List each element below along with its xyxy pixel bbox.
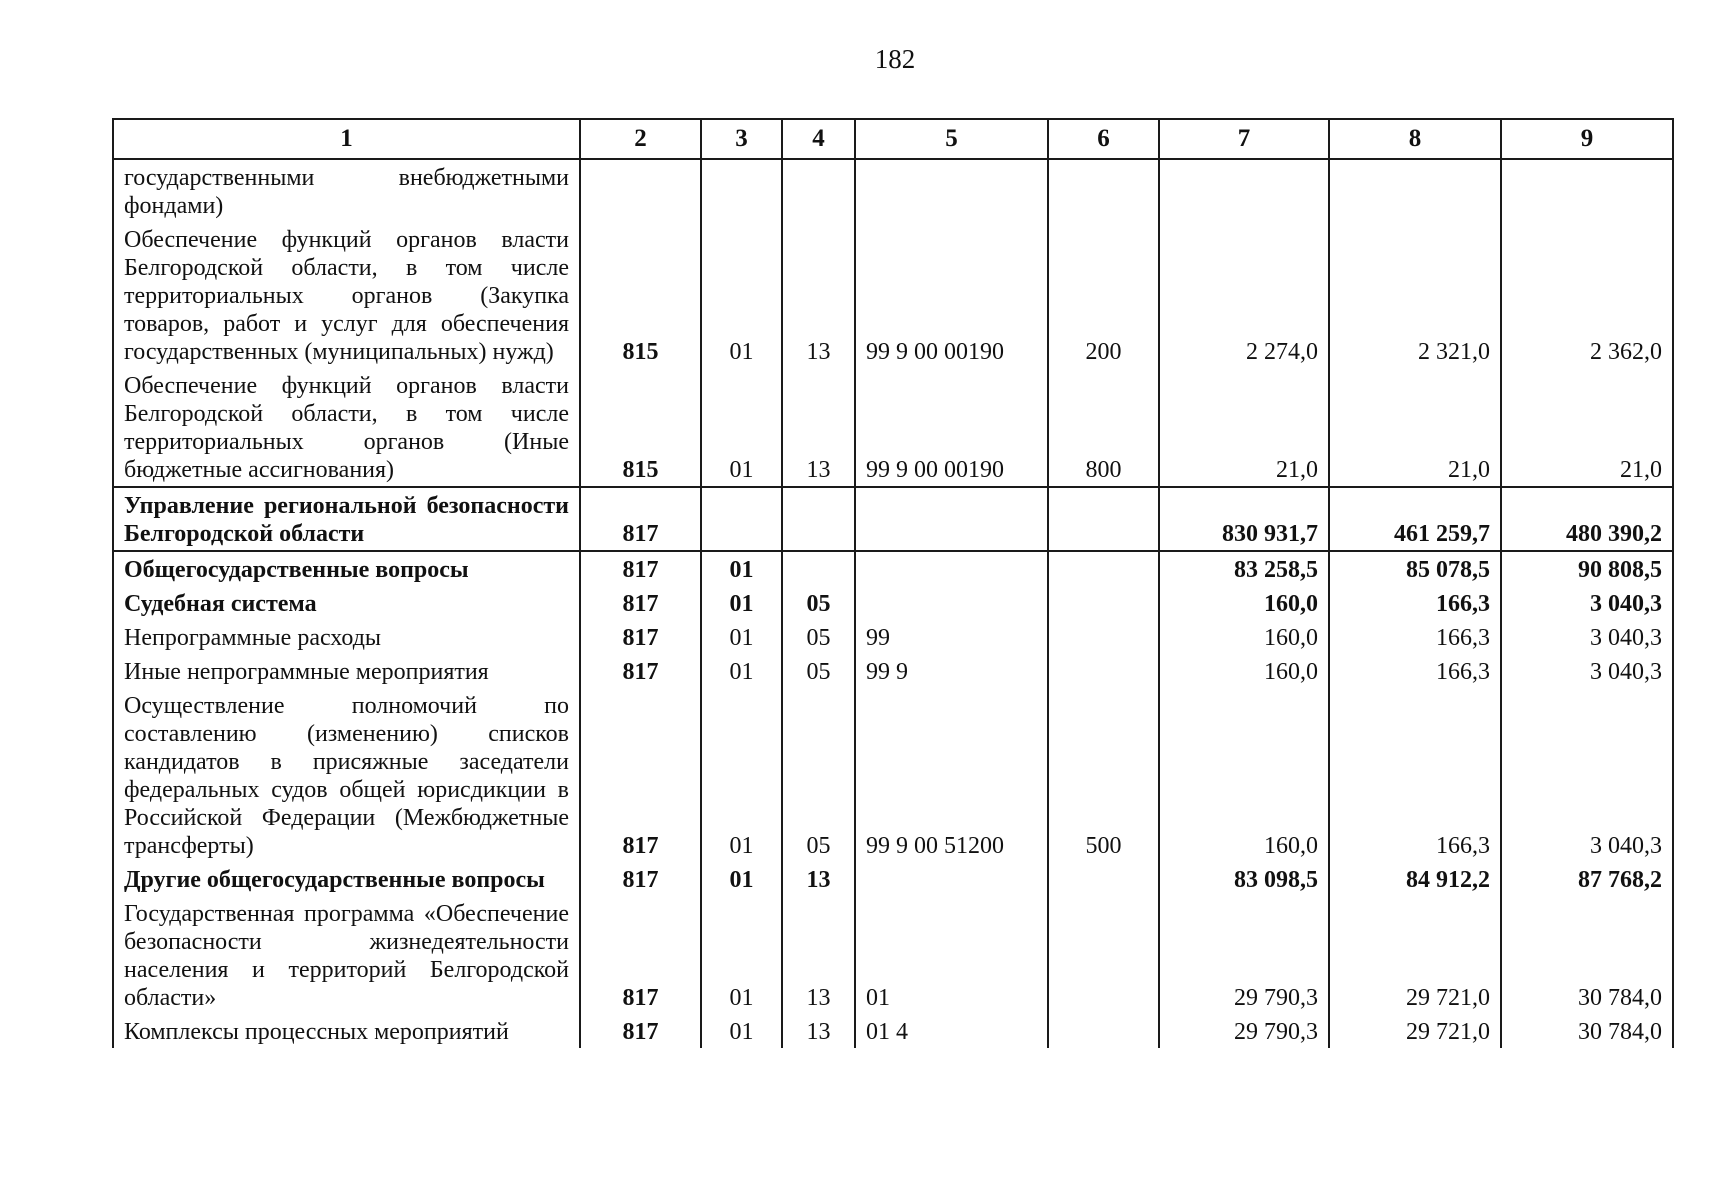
cell-amount-9: 21,0: [1501, 368, 1673, 487]
cell-admin-code: 817: [580, 487, 701, 551]
cell-amount-8: 29 721,0: [1329, 1014, 1501, 1048]
cell-amount-7: 160,0: [1159, 654, 1329, 688]
cell-target-article: 01 4: [855, 1014, 1048, 1048]
row-name: Осуществление полномочий по составлению (изменению) списков кандидатов в присяжные заседатели федеральных судов общей юрисдикции в Российской Федерации (Межбюджетные трансферты): [113, 688, 580, 862]
cell-subsection: 05: [782, 654, 855, 688]
cell-section: [701, 159, 782, 222]
cell-amount-8: 166,3: [1329, 586, 1501, 620]
cell-target-article: 99 9 00 00190: [855, 368, 1048, 487]
cell-target-article: [855, 551, 1048, 586]
cell-section: 01: [701, 222, 782, 368]
cell-admin-code: 815: [580, 222, 701, 368]
cell-section: 01: [701, 896, 782, 1014]
cell-target-article: [855, 586, 1048, 620]
cell-expense-type: [1048, 586, 1159, 620]
cell-target-article: 01: [855, 896, 1048, 1014]
cell-amount-9: 87 768,2: [1501, 862, 1673, 896]
cell-amount-7: 29 790,3: [1159, 1014, 1329, 1048]
table-row: [113, 586, 1673, 620]
cell-amount-7: 830 931,7: [1159, 487, 1329, 551]
cell-target-article: 99 9 00 51200: [855, 688, 1048, 862]
cell-subsection: 13: [782, 896, 855, 1014]
cell-target-article: [855, 159, 1048, 222]
cell-amount-9: [1501, 159, 1673, 222]
col-header-4: 4: [782, 119, 855, 159]
table-row: [113, 896, 1673, 1014]
cell-admin-code: 817: [580, 688, 701, 862]
cell-subsection: 05: [782, 688, 855, 862]
cell-subsection: [782, 487, 855, 551]
col-header-3: 3: [701, 119, 782, 159]
col-header-7: 7: [1159, 119, 1329, 159]
cell-amount-9: 480 390,2: [1501, 487, 1673, 551]
cell-section: 01: [701, 368, 782, 487]
budget-table: [112, 118, 1674, 1048]
row-name: Управление региональной безопасности Белгородской области: [113, 487, 580, 551]
row-name: государственными внебюджетными фондами): [113, 159, 580, 222]
cell-amount-7: [1159, 159, 1329, 222]
cell-amount-7: 83 258,5: [1159, 551, 1329, 586]
cell-expense-type: [1048, 620, 1159, 654]
cell-subsection: 13: [782, 862, 855, 896]
cell-admin-code: [580, 159, 701, 222]
cell-admin-code: 817: [580, 862, 701, 896]
cell-admin-code: 817: [580, 1014, 701, 1048]
row-name: Обеспечение функций органов власти Белгородской области, в том числе территориальных органов (Закупка товаров, работ и услуг для обеспечения государственных (муниципальных) нужд): [113, 222, 580, 368]
cell-amount-7: 21,0: [1159, 368, 1329, 487]
col-header-9: 9: [1501, 119, 1673, 159]
cell-amount-9: 2 362,0: [1501, 222, 1673, 368]
cell-subsection: 13: [782, 368, 855, 487]
cell-admin-code: 817: [580, 551, 701, 586]
cell-expense-type: [1048, 654, 1159, 688]
row-name: Другие общегосударственные вопросы: [113, 862, 580, 896]
table-row: [113, 487, 1673, 551]
cell-amount-9: 30 784,0: [1501, 896, 1673, 1014]
cell-target-article: 99: [855, 620, 1048, 654]
cell-expense-type: [1048, 551, 1159, 586]
cell-amount-7: 160,0: [1159, 688, 1329, 862]
cell-amount-9: 30 784,0: [1501, 1014, 1673, 1048]
cell-section: 01: [701, 862, 782, 896]
cell-amount-9: 3 040,3: [1501, 620, 1673, 654]
col-header-8: 8: [1329, 119, 1501, 159]
table-row: [113, 654, 1673, 688]
row-name: Государственная программа «Обеспечение безопасности жизнедеятельности населения и территорий Белгородской области»: [113, 896, 580, 1014]
cell-amount-8: 166,3: [1329, 620, 1501, 654]
cell-admin-code: 817: [580, 620, 701, 654]
cell-subsection: 13: [782, 222, 855, 368]
table-row: [113, 1014, 1673, 1048]
table-row: [113, 222, 1673, 368]
cell-amount-8: 21,0: [1329, 368, 1501, 487]
cell-amount-8: 461 259,7: [1329, 487, 1501, 551]
cell-section: 01: [701, 620, 782, 654]
table-row: [113, 862, 1673, 896]
table-row: [113, 620, 1673, 654]
cell-target-article: [855, 862, 1048, 896]
cell-section: 01: [701, 1014, 782, 1048]
cell-expense-type: 500: [1048, 688, 1159, 862]
cell-amount-8: 166,3: [1329, 654, 1501, 688]
col-header-2: 2: [580, 119, 701, 159]
cell-expense-type: 200: [1048, 222, 1159, 368]
cell-amount-8: 29 721,0: [1329, 896, 1501, 1014]
row-name: Непрограммные расходы: [113, 620, 580, 654]
cell-section: 01: [701, 551, 782, 586]
cell-admin-code: 817: [580, 586, 701, 620]
page-number: 182: [874, 44, 916, 74]
cell-amount-8: 2 321,0: [1329, 222, 1501, 368]
cell-amount-7: 160,0: [1159, 586, 1329, 620]
cell-amount-8: 166,3: [1329, 688, 1501, 862]
col-header-5: 5: [855, 119, 1048, 159]
table-row: [113, 368, 1673, 487]
cell-amount-7: 83 098,5: [1159, 862, 1329, 896]
row-name: Иные непрограммные мероприятия: [113, 654, 580, 688]
cell-section: 01: [701, 688, 782, 862]
cell-subsection: [782, 159, 855, 222]
cell-subsection: 05: [782, 586, 855, 620]
row-name: Общегосударственные вопросы: [113, 551, 580, 586]
cell-admin-code: 817: [580, 654, 701, 688]
cell-amount-9: 3 040,3: [1501, 654, 1673, 688]
cell-amount-9: 3 040,3: [1501, 586, 1673, 620]
row-name: Судебная система: [113, 586, 580, 620]
table-row: [113, 688, 1673, 862]
cell-amount-7: 2 274,0: [1159, 222, 1329, 368]
cell-section: 01: [701, 586, 782, 620]
table-row: [113, 551, 1673, 586]
cell-amount-8: [1329, 159, 1501, 222]
cell-amount-7: 160,0: [1159, 620, 1329, 654]
cell-expense-type: [1048, 1014, 1159, 1048]
cell-amount-8: 85 078,5: [1329, 551, 1501, 586]
cell-section: 01: [701, 654, 782, 688]
cell-admin-code: 817: [580, 896, 701, 1014]
cell-section: [701, 487, 782, 551]
cell-target-article: 99 9: [855, 654, 1048, 688]
cell-expense-type: [1048, 896, 1159, 1014]
cell-amount-9: 90 808,5: [1501, 551, 1673, 586]
col-header-1: 1: [113, 119, 580, 159]
cell-admin-code: 815: [580, 368, 701, 487]
cell-subsection: [782, 551, 855, 586]
header-row: [113, 119, 1673, 159]
cell-expense-type: [1048, 159, 1159, 222]
cell-amount-9: 3 040,3: [1501, 688, 1673, 862]
cell-expense-type: 800: [1048, 368, 1159, 487]
table-row: [113, 159, 1673, 222]
cell-subsection: 05: [782, 620, 855, 654]
cell-target-article: 99 9 00 00190: [855, 222, 1048, 368]
row-name: Комплексы процессных мероприятий: [113, 1014, 580, 1048]
cell-amount-7: 29 790,3: [1159, 896, 1329, 1014]
cell-expense-type: [1048, 862, 1159, 896]
cell-target-article: [855, 487, 1048, 551]
cell-expense-type: [1048, 487, 1159, 551]
col-header-6: 6: [1048, 119, 1159, 159]
cell-amount-8: 84 912,2: [1329, 862, 1501, 896]
cell-subsection: 13: [782, 1014, 855, 1048]
row-name: Обеспечение функций органов власти Белгородской области, в том числе территориальных органов (Иные бюджетные ассигнования): [113, 368, 580, 487]
